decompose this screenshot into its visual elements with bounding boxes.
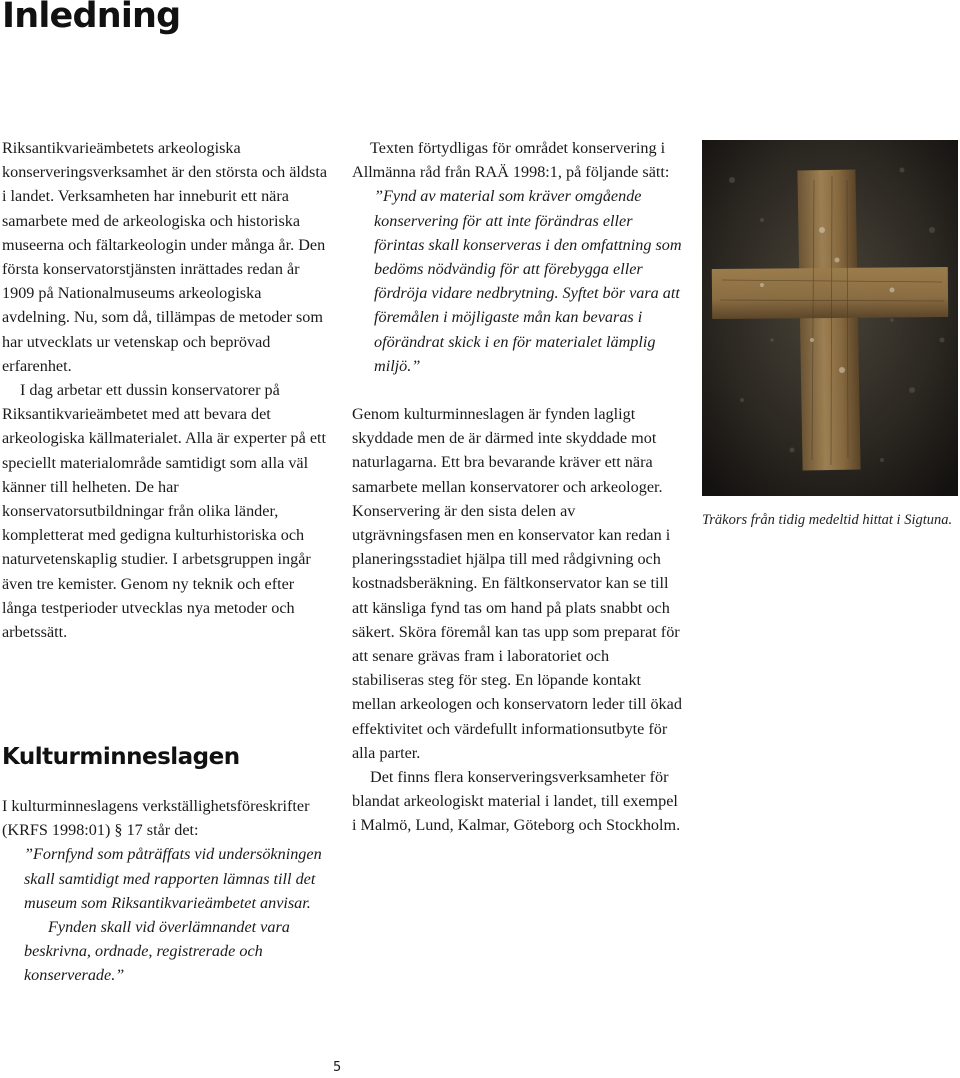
- advice-quote: ”Fynd av material som kräver omgående konservering för att inte förändras eller förintas skall konserveras i den omfattning som bedöms nödvändig för att förebygga eller fördröja vidare nedbrytning. Syftet bör vara att föremålen i möjligaste mån kan bevaras i oförändrat skick i en för materialet lämplig miljö.”: [374, 187, 682, 375]
- cross-image: [702, 140, 958, 496]
- column-middle: [352, 136, 682, 838]
- paragraph: Riksantikvarieämbetets arkeologiska konserveringsverksamhet är den största och äldsta i landet. Verksamheten har inneburit ett nära samarbete med de arkeologiska och historiska museerna och fältarkeologin under många år. Den första konservatorstjänsten inrättades redan år 1909 på Nationalmuseums arkeologiska avdelning. Nu, som då, tillämpas de metoder som har utvecklats ur vetenskap och beprövad erfarenhet.: [2, 139, 327, 375]
- paragraph: I kulturminneslagens verkställighetsföreskrifter (KRFS 1998:01) § 17 står det:: [2, 797, 310, 840]
- paragraph: I dag arbetar ett dussin konservatorer på Riksantikvarieämbetet med att bevara det arkeologiska källmaterialet. Alla är experter på ett speciellt materialområde samtidigt som alla väl känner till helheten. De har konservatorsutbildningar från olika länder, kompletterat med gedigna kulturhistoriska och naturvetenskaplig studier. I arbetsgruppen ingår även tre kemister. Genom ny teknik och efter långa testperioder utvecklas nya metoder och arbetssätt.: [2, 381, 327, 642]
- page-number: 5: [333, 1060, 342, 1075]
- law-quote: [2, 842, 332, 987]
- wooden-cross-photo: [702, 140, 958, 496]
- paragraph: Genom kulturminneslagen är fynden lagligt skyddade men de är därmed inte skyddade mot naturlagarna. Ett bra bevarande kräver ett nära samarbete mellan konservatorer och arkeologer. Konservering är den sista delen av utgrävningsfasen men en konservator kan redan i planeringsstadiet hjälpa till med rådgivning och kostnadsberäkning. En fältkonservator kan se till att känsliga fynd tas om hand på plats snabbt och säkert. Sköra föremål kan tas upp som preparat för att senare grävas fram i laboratoriet och stabiliseras steg för steg. En löpande kontakt mellan arkeologen och konservatorn leder till ökad effektivitet och värdefullt informationsutbyte för alla parter.: [352, 405, 682, 762]
- section-heading: Kulturminneslagen: [2, 744, 240, 770]
- paragraph: Det finns flera konserveringsverksamheter för blandat arkeologiskt material i landet, till exempel i Malmö, Lund, Kalmar, Göteborg och Stockholm.: [352, 768, 681, 835]
- quote-paragraph: ”Fornfynd som påträffats vid undersökningen skall samtidigt med rapporten lämnas till det museum som Riksantikvarieämbetet anvisar.: [24, 845, 322, 912]
- column-left-intro: [2, 136, 332, 644]
- quote-paragraph: Fynden skall vid överlämnandet vara beskrivna, ordnade, registrerade och konserverade.”: [24, 918, 290, 985]
- paragraph: Texten förtydligas för området konservering i Allmänna råd från RAÄ 1998:1, på följande sätt:: [352, 139, 670, 182]
- photo-caption: Träkors från tidig medeltid hittat i Sigtuna.: [702, 512, 953, 528]
- column-left-law: [2, 794, 332, 988]
- page-title: Inledning: [2, 0, 181, 36]
